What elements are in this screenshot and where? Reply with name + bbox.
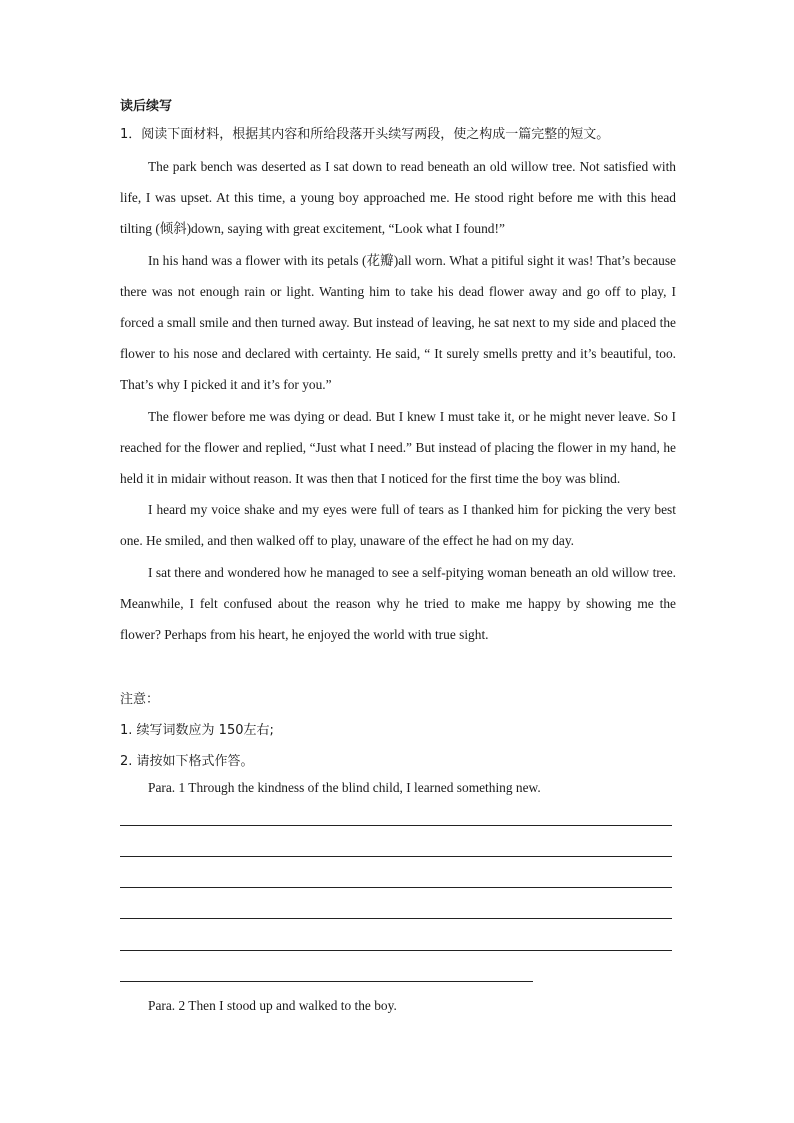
notes-title: 注意： [120,692,160,707]
passage-paragraph-3: The flower before me was dying or dead. But I knew I must take it, or he might never leave. So I reached for the flower and replied, “Just what I need.” But instead of placing the flower in my hand, he held it in midair without reason. It was then that I noticed for the first time the boy was blind. [120,408,676,487]
passage-paragraph-5: I sat there and wondered how he managed to see a self-pitying woman beneath an old willow tree. Meanwhile, I felt confused about the reason why he tried to make me happy by showing me the flower? Perhaps from his heart, he enjoyed the world with true sight. [120,564,676,643]
note-item-2: 2. 请按如下格式作答。 [120,754,254,769]
note-item-1: 1. 续写词数应为 150左右; [120,723,274,738]
notes-section [120,684,274,777]
reading-passage [120,151,676,650]
answer-line-2[interactable] [120,856,672,857]
answer-line-3[interactable] [120,887,672,888]
answer-line-4[interactable] [120,918,672,919]
answer-line-1[interactable] [120,825,672,826]
passage-paragraph-1: The park bench was deserted as I sat down to read beneath an old willow tree. Not satisfied with life, I was upset. At this time, a young boy approached me. He stood right before me with this head tilting (倾斜)down, saying with great excitement, “Look what I found!” [120,159,676,237]
answer-line-5[interactable] [120,950,672,951]
answer-line-6[interactable] [120,981,533,982]
passage-paragraph-2: In his hand was a flower with its petals (花瓣)all worn. What a pitiful sight it was! That’s because there was not enough rain or light. Wanting him to take his dead flower away and go off to play, I forced a small smile and then turned away. But instead of leaving, he sat next to my side and placed the flower to his nose and declared with certainty. He said, “ It surely smells pretty and it’s beautiful, too. That’s why I picked it and it’s for you.” [120,252,676,393]
task-instruction: 1．阅读下面材料，根据其内容和所给段落开头续写两段，使之构成一篇完整的短文。 [120,127,610,142]
section-heading: 读后续写 [120,99,173,114]
passage-paragraph-4: I heard my voice shake and my eyes were full of tears as I thanked him for picking the very best one. He smiled, and then walked off to play, unaware of the effect he had on my day. [120,502,676,549]
para2-opening-sentence: Para. 2 Then I stood up and walked to the boy. [148,998,397,1013]
para1-opening-sentence: Para. 1 Through the kindness of the blind child, I learned something new. [148,780,541,795]
